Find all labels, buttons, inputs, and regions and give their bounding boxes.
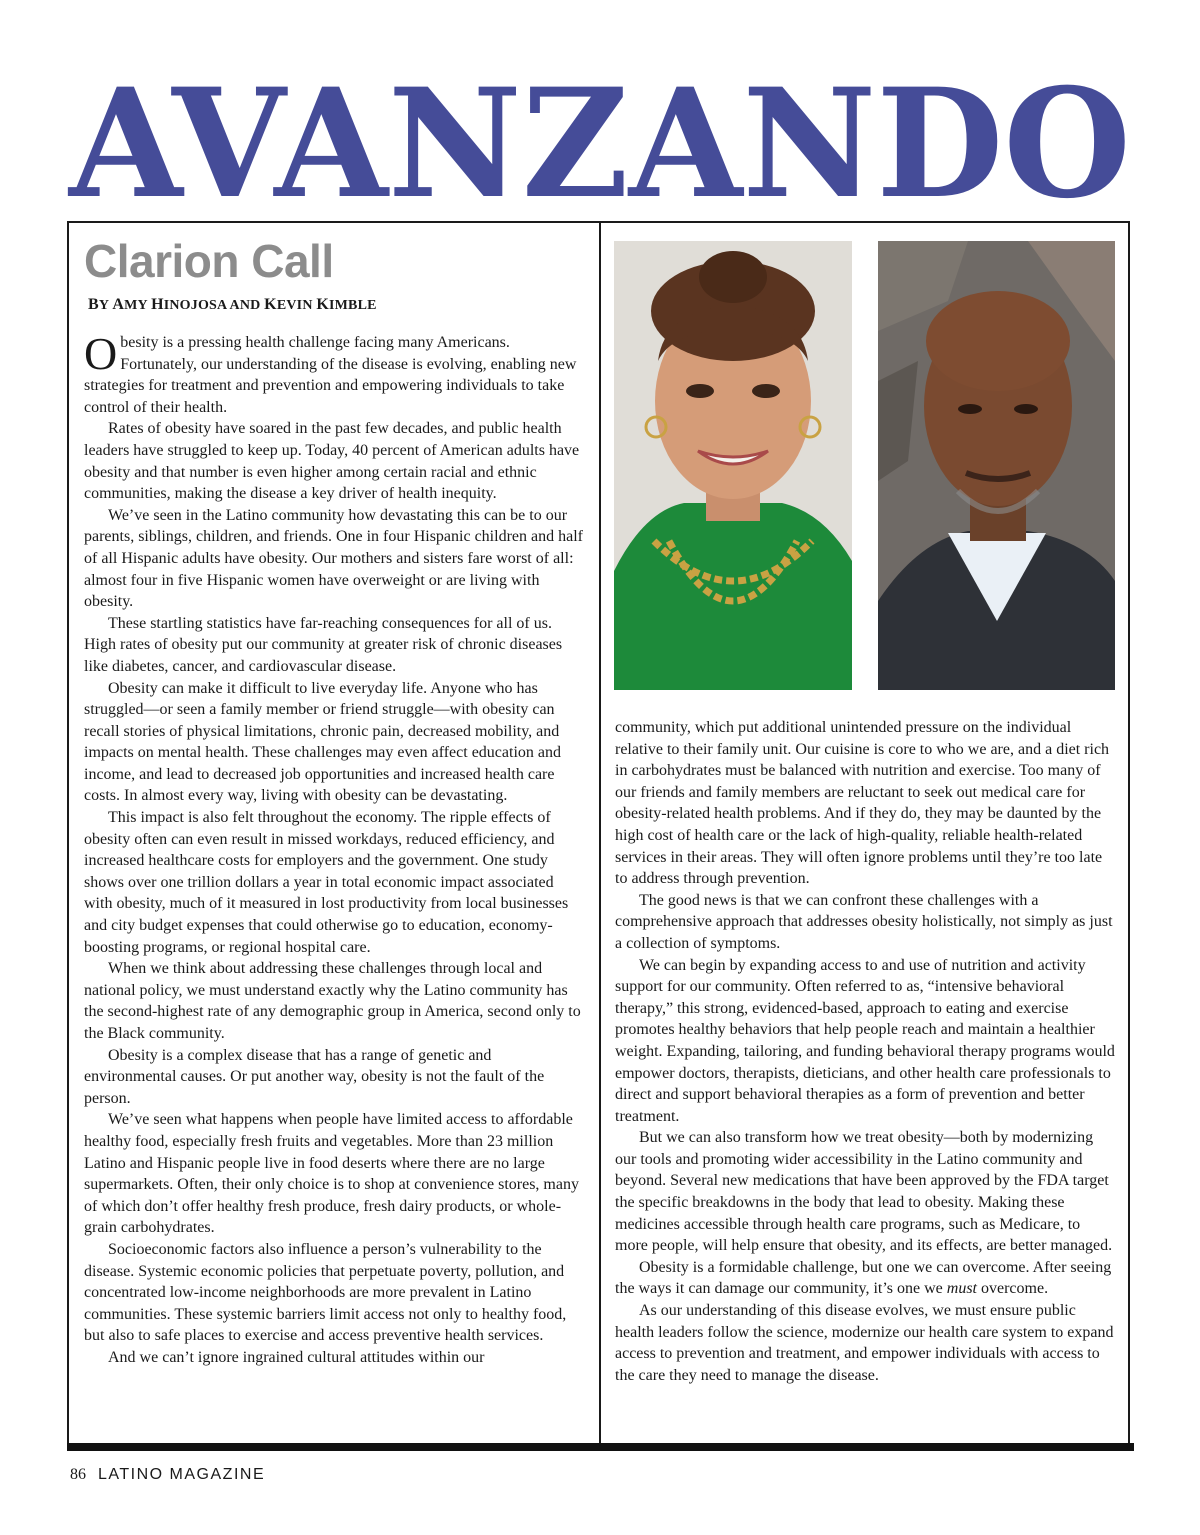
column-divider <box>599 221 601 1443</box>
right-body-paragraph: The good news is that we can confront these challenges with a comprehensive approach that addresses obesity holistically, not simply as just a collection of symptoms. <box>615 891 1113 952</box>
left-body-paragraph: This impact is also felt throughout the economy. The ripple effects of obesity often can even result in missed workdays, reduced efficiency, and increased healthcare costs for employers and the government. One study shows over one trillion dollars a year in total economic impact associated with obesity, much of it measured in lost productivity from local businesses and city budget expenses that could otherwise go to education, economy-boosting programs, or regional hospital care. <box>84 809 569 956</box>
portrait-man-image <box>878 241 1115 690</box>
continuation-paragraph: community, which put additional unintended pressure on the individual relative to their family unit. Our cuisine is core to who we are, and a diet rich in carbohydrates must be balanced with nutrition and exercise. Too many of our friends and family members are reluctant to seek out medical care for obesity-related health problems. And if they do, they may be daunted by the high cost of health care or the lack of high-quality, reliable health-related services in their areas. They will often ignore problems until they’re too late to address through prevention. <box>615 719 1110 888</box>
right-body-paragraph: We can begin by expanding access to and use of nutrition and activity support for our community. Often referred to as, “intensive behavioral therapy,” this strong, evidenced-based, approach to eating and exercise promotes healthy behaviors that help people reach and maintain a healthier weight. Expanding, tailoring, and funding behavioral therapy programs would empower doctors, therapists, dieticians, and other health care professionals to direct and support behavioral therapies as a form of prevention and better treatment. <box>615 956 1115 1125</box>
right-body-paragraph: But we can also transform how we treat obesity—both by modernizing our tools and promoting wider accessibility in the Latino community and beyond. Several new medications that have been approved by the FDA target the specific breakdowns in the body that lead to obesity. Making these medicines accessible through health care programs, such as Medicare, to more people, will help ensure that obesity, and its effects, are better managed. <box>615 1129 1113 1255</box>
frame-bottom-rule <box>67 1443 1134 1451</box>
overcome-text-a: Obesity is a formidable challenge, but one we can overcome. After seeing the ways it can damage our community, it’s one we <box>615 1258 1112 1298</box>
final-paragraph: As our understanding of this disease evolves, we must ensure public health leaders follow the science, modernize our health care system to expand access to prevention and treatment, and empower individuals with access to the care they need to manage the disease. <box>615 1302 1114 1384</box>
article-right-column <box>615 717 1115 1386</box>
overcome-text-b: overcome. <box>977 1280 1049 1298</box>
left-body-paragraph: These startling statistics have far-reaching consequences for all of us. High rates of obesity put our community at greater risk of chronic diseases like diabetes, cancer, and cardiovascular disease. <box>84 614 563 675</box>
drop-cap: O <box>84 328 118 379</box>
lead-paragraph <box>84 328 584 418</box>
overcome-emphasis: must <box>946 1280 977 1298</box>
left-body-paragraph: And we can’t ignore ingrained cultural attitudes within our <box>108 1348 485 1366</box>
author-photo-amy-hinojosa <box>614 241 852 690</box>
lead-text: besity is a pressing health challenge facing many Americans. Fortunately, our understanding of the disease is evolving, enabling new strategies for treatment and prevention and empowering individuals to take control of their health. <box>84 334 577 416</box>
overcome-paragraph <box>615 1257 1115 1300</box>
masthead-text: AVANZANDO <box>67 62 1132 212</box>
article-left-column <box>84 232 584 1369</box>
left-body-paragraph: Obesity can make it difficult to live everyday life. Anyone who has struggled—or seen a family member or friend struggle—with obesity can recall stories of physical limitations, chronic pain, decreased mobility, and impacts on mental health. These challenges may even affect education and income, and lead to decreased job opportunities and increased health care costs. In almost every way, living with obesity can be devastating. <box>84 679 561 805</box>
masthead <box>60 62 1140 212</box>
left-body-paragraph: Socioeconomic factors also influence a person’s vulnerability to the disease. Systemic economic policies that perpetuate poverty, pollution, and concentrated low-income neighborhoods are more prevalent in Latino communities. These systemic barriers limit access not only to healthy food, but also to safe places to exercise and access preventive health services. <box>84 1240 567 1345</box>
article-body-left <box>84 328 584 1369</box>
article-body-right <box>615 717 1115 1386</box>
page-footer <box>70 1466 265 1484</box>
left-body-paragraph: We’ve seen in the Latino community how devastating this can be to our parents, siblings, children, and friends. One in four Hispanic children and half of all Hispanic adults have obesity. Our mothers and sisters fare worst of all: almost four in five Hispanic women have overweight or are living with obesity. <box>84 506 583 611</box>
portrait-woman-image <box>614 241 852 690</box>
article-headline: Clarion Call <box>84 235 334 287</box>
page-number: 86 <box>70 1466 86 1483</box>
masthead-title <box>60 62 1140 212</box>
left-body-paragraph: We’ve seen what happens when people have limited access to affordable healthy food, especially fresh fruits and vegetables. More than 23 million Latino and Hispanic people live in food deserts where there are no large supermarkets. Often, their only choice is to shop at convenience stores, many of which don’t offer healthy fresh produce, fresh dairy products, or whole-grain carbohydrates. <box>84 1111 579 1237</box>
left-body-paragraph: Rates of obesity have soared in the past few decades, and public health leaders have struggled to keep up. Today, 40 percent of American adults have obesity and that number is even higher among certain racial and ethnic communities, making the disease a key driver of health inequity. <box>84 420 580 503</box>
article-byline <box>88 296 584 314</box>
left-body-paragraph: Obesity is a complex disease that has a range of genetic and environmental causes. Or put another way, obesity is not the fault of the person. <box>84 1046 545 1107</box>
publication-name: LATINO MAGAZINE <box>98 1466 266 1483</box>
byline-text: BY AMY HINOJOSA AND KEVIN KIMBLE <box>88 296 377 313</box>
author-photo-kevin-kimble <box>878 241 1115 690</box>
left-body-paragraph: When we think about addressing these challenges through local and national policy, we must understand exactly why the Latino community has the second-highest rate of any demographic group in America, second only to the Black community. <box>84 960 581 1042</box>
